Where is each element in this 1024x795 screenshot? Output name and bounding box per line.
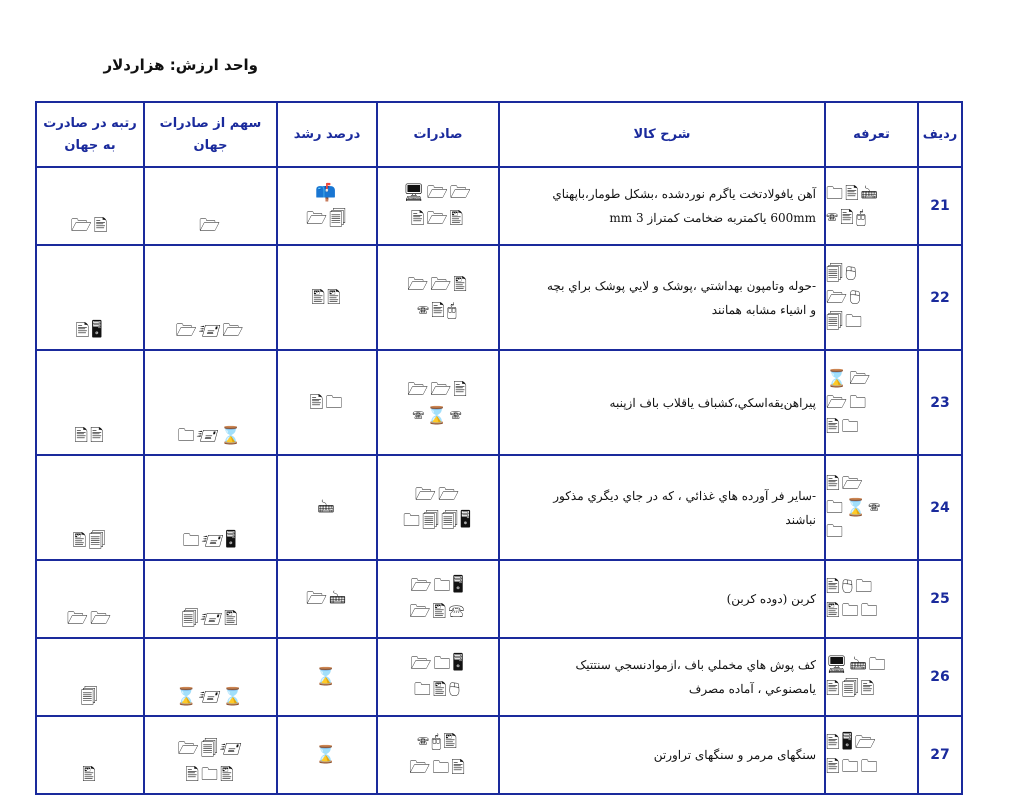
tariff-cell	[825, 455, 918, 560]
currency-unit-label: واحد ارزش: هزاردلار	[103, 56, 258, 74]
goods-description-line: 600mm ياكمتربه ضخامت كمتراز 3 mm	[609, 211, 816, 225]
row-number: 24	[918, 455, 962, 560]
world-share-cell	[144, 455, 277, 560]
row-number: 27	[918, 716, 962, 794]
row-number: 22	[918, 245, 962, 350]
world-rank-cell	[36, 455, 144, 560]
header-sahm-line2: جهان	[193, 137, 228, 153]
world-rank-cell	[36, 716, 144, 794]
wingding-glyph-line: ⌛🖅⌛	[175, 687, 246, 707]
wingding-glyph-line: 🗁🗁🖺	[407, 274, 469, 295]
header-rosd: درصد رشد	[277, 102, 377, 167]
wingding-glyph-line: 🗀	[826, 521, 845, 542]
wingding-glyph-line: 🗁🖮	[305, 589, 349, 609]
wingding-glyph-line: ⌛	[315, 745, 339, 765]
exports-cell	[377, 350, 499, 455]
wingding-glyph-line: 🖮	[317, 497, 337, 518]
row-number: 25	[918, 560, 962, 638]
table-row	[36, 560, 962, 638]
tariff-cell	[825, 716, 918, 794]
wingding-glyph-line: 🖺🗐	[72, 531, 108, 551]
exports-cell	[377, 638, 499, 716]
wingding-glyph-line: 🗀🗐🗐🖥	[402, 510, 474, 531]
wingding-glyph-line: 🖹🖰🗀	[826, 577, 875, 597]
goods-description-cell	[499, 716, 825, 794]
world-rank-cell	[36, 167, 144, 245]
world-rank-cell	[36, 245, 144, 350]
goods-description-line: پيراهن‌يقه‌اسكي،كشباف ياقلاب باف ازپنبه	[609, 395, 816, 410]
wingding-glyph-line: 🖥🖮🗀	[826, 655, 888, 675]
wingding-glyph-line: 🕾🖹🖰	[826, 208, 869, 228]
wingding-glyph-line: 🗁🖅🗁	[175, 321, 246, 341]
tariff-cell	[825, 167, 918, 245]
wingding-glyph-line: 🗁🗐🖅	[177, 739, 244, 759]
header-rotbe-line1: رتبه در صادرت	[43, 115, 137, 131]
wingding-glyph-line: 🖹🗀	[826, 416, 861, 437]
wingding-glyph-line: 🗀⌛🕾	[826, 497, 883, 518]
tariff-cell	[825, 638, 918, 716]
wingding-glyph-line: ⌛	[315, 667, 339, 687]
tariff-cell	[825, 560, 918, 638]
row-number: 26	[918, 638, 962, 716]
wingding-glyph-line: 🗐🖰	[826, 263, 859, 284]
header-sharh: شرح کالا	[499, 102, 825, 167]
growth-percent-cell	[277, 245, 377, 350]
growth-percent-cell	[277, 455, 377, 560]
wingding-glyph-line: 🖹🗐🖹	[826, 679, 877, 699]
wingding-glyph-line: 🖹🗀🖺	[185, 765, 236, 785]
world-share-cell	[144, 638, 277, 716]
wingding-glyph-line: 🖹🖹	[74, 426, 106, 446]
wingding-glyph-line: 🗀🖺🖰	[413, 680, 463, 700]
wingding-glyph-line: 🗁🗀🖹	[409, 758, 467, 778]
wingding-glyph-line: 🗐🗀	[826, 311, 864, 332]
wingding-glyph-line: 📫	[315, 183, 339, 203]
goods-description-cell	[499, 560, 825, 638]
world-rank-cell	[36, 350, 144, 455]
goods-description-cell	[499, 167, 825, 245]
goods-description-line: -حوله وتامپون بهداشتي ،پوشک و لايي پوشک براي بچه	[546, 278, 816, 293]
header-sahm	[144, 102, 277, 167]
tariff-cell	[825, 350, 918, 455]
table-row	[36, 638, 962, 716]
wingding-glyph-line: 🗀🖹🖮	[826, 184, 880, 204]
goods-description-line: و اشياء مشابه همانند	[711, 302, 816, 317]
growth-percent-cell	[277, 638, 377, 716]
header-rotbe-line2: به جهان	[64, 137, 116, 153]
goods-description-line: كف پوش هاي مخملي باف ،ازموادنسجي سنتتيک	[575, 658, 816, 672]
growth-percent-cell	[277, 167, 377, 245]
header-sahm-line1: سهم از صادرات	[159, 115, 262, 131]
wingding-glyph-line: 🖹🗀🗀	[826, 757, 880, 777]
wingding-glyph-line: 🗁🖹	[70, 216, 110, 236]
exports-cell	[377, 716, 499, 794]
wingding-glyph-line: 🗐	[80, 687, 100, 707]
header-tarefe: تعرفه	[825, 102, 918, 167]
wingding-glyph-line: 🗁🗀🖥	[410, 654, 466, 674]
wingding-glyph-line: 🖹🗀	[309, 392, 345, 413]
wingding-glyph-line: 🗁	[198, 216, 223, 236]
wingding-glyph-line: 🖺	[82, 765, 98, 785]
table-row	[36, 716, 962, 794]
world-rank-cell	[36, 560, 144, 638]
table-row	[36, 167, 962, 245]
exports-cell	[377, 560, 499, 638]
wingding-glyph-line: 🖹🖥	[75, 321, 105, 341]
goods-description-line: آهن يافولادتخت ياگرم نوردشده ،بشكل طومار،باپهناي	[552, 187, 816, 201]
export-table	[35, 101, 963, 795]
wingding-glyph-line: 🖹🖥🗁	[826, 733, 878, 753]
wingding-glyph-line: 🕾🖰🖺	[416, 732, 460, 752]
exports-cell	[377, 245, 499, 350]
wingding-glyph-line: 🖥🗁🗁	[403, 183, 473, 203]
header-saderat: صادرات	[377, 102, 499, 167]
header-rotbe	[36, 102, 144, 167]
wingding-glyph-line: 🗁🗁🖹	[407, 379, 469, 400]
world-share-cell	[144, 560, 277, 638]
world-share-cell	[144, 716, 277, 794]
table-header-row	[36, 102, 962, 167]
goods-description-cell	[499, 638, 825, 716]
wingding-glyph-line: 🗀🖅🖥	[182, 531, 239, 551]
wingding-glyph-line: 🗁🖰	[826, 287, 863, 308]
table-row	[36, 245, 962, 350]
world-share-cell	[144, 167, 277, 245]
goods-description-line: يامصنوعي ، آماده مصرف	[688, 682, 816, 696]
goods-description-line: نباشند	[785, 512, 816, 527]
growth-percent-cell	[277, 560, 377, 638]
wingding-glyph-line: 🕾🖹🖰	[416, 300, 460, 321]
wingding-glyph-line: 🗀🖅⌛	[177, 426, 244, 446]
tariff-cell	[825, 245, 918, 350]
wingding-glyph-line: 🗁🗐	[305, 209, 349, 229]
wingding-glyph-line: 🗁🗀🖥	[410, 576, 466, 596]
wingding-glyph-line: 🗁🗁	[414, 484, 462, 505]
wingding-glyph-line: 🗐🖅🖺	[181, 609, 240, 629]
goods-description-line: كربن (دوده كربن)	[726, 592, 816, 606]
wingding-glyph-line: 🗁🗀	[826, 392, 869, 413]
goods-description-line: سنگهای مرمر و سنگهای تراورتن	[653, 748, 816, 762]
wingding-glyph-line: 🖹🗁🖺	[410, 209, 466, 229]
exports-cell	[377, 455, 499, 560]
table-row	[36, 455, 962, 560]
goods-description-cell	[499, 455, 825, 560]
goods-description-cell	[499, 245, 825, 350]
world-share-cell	[144, 245, 277, 350]
header-radif: ردیف	[918, 102, 962, 167]
growth-percent-cell	[277, 350, 377, 455]
wingding-glyph-line: 🖺🖺	[311, 287, 343, 308]
table-row	[36, 350, 962, 455]
wingding-glyph-line: 🖺🗀🗀	[826, 601, 880, 621]
world-rank-cell	[36, 638, 144, 716]
wingding-glyph-line: ⌛🗁	[826, 368, 873, 389]
growth-percent-cell	[277, 716, 377, 794]
wingding-glyph-line: 🕾⌛🕾	[412, 405, 464, 426]
wingding-glyph-line: 🗁🗁	[66, 609, 114, 629]
row-number: 21	[918, 167, 962, 245]
wingding-glyph-line: 🖹🗁	[826, 473, 865, 494]
wingding-glyph-line: 🗁🖺🕾	[409, 602, 467, 622]
exports-cell	[377, 167, 499, 245]
row-number: 23	[918, 350, 962, 455]
world-share-cell	[144, 350, 277, 455]
goods-description-cell	[499, 350, 825, 455]
goods-description-line: -ساير فر آورده هاي غذائي ، كه در جاي ديگري مذكور	[553, 488, 816, 503]
